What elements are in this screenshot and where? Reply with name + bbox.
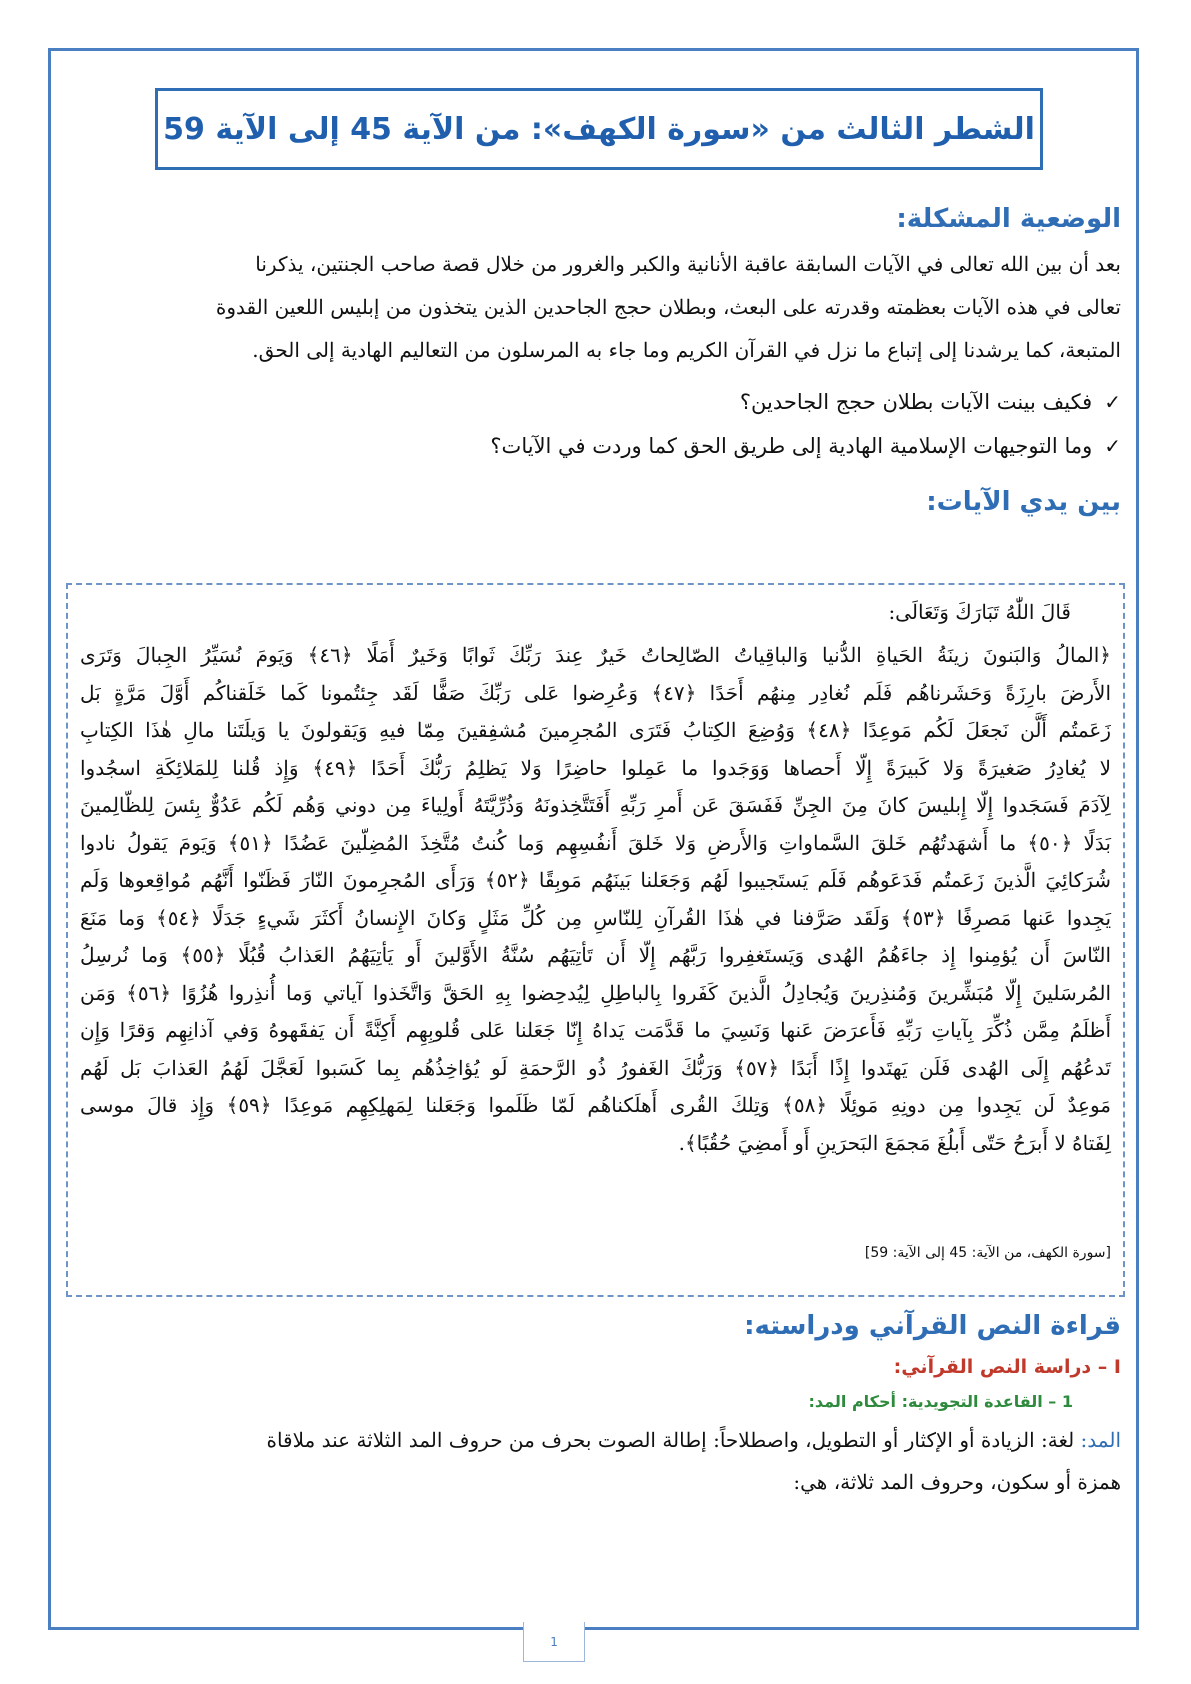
verse-line: يَجِدوا عَنها مَصرِفًا ﴿٥٣﴾ وَلَقَد صَرَّفنا في هٰذَا القُرآنِ لِلنّاسِ مِن كُلِّ مَثَلٍ وَكانَ الإِنسانُ أَكثَرَ شَيءٍ جَدَلًا ﴿٥٤﴾ وَما مَنَعَ xyxy=(80,905,1112,930)
madd-definition-text: لغة: الزيادة أو الإكثار أو التطويل، واصطلاحاً: إطالة الصوت بحرف من حروف المد الثلاثة عند ملاقاة xyxy=(266,1428,1081,1452)
verse-line: زَعَمتُم أَلَّن نَجعَلَ لَكُم مَوعِدًا ﴿٤٨﴾ وَوُضِعَ الكِتابُ فَتَرَى المُجرِمينَ مُشفِقينَ مِمّا فيهِ وَيَقولونَ يا وَيلَتَنا مالِ هٰذَا الكِتابِ xyxy=(80,718,1111,742)
verse-line: لا يُغادِرُ صَغيرَةً وَلا كَبيرَةً إِلّا أَحصاها وَوَجَدوا ما عَمِلوا حاضِرًا وَلا يَظلِمُ رَبُّكَ أَحَدًا ﴿٤٩﴾ وَإِذ قُلنا لِلمَلائِكَةِ اسجُدوا xyxy=(80,755,1112,780)
verses-heading: بين يدي الآيات: xyxy=(926,487,1121,517)
paragraph-line: تعالى في هذه الآيات بعظمته وقدرته على البعث، وبطلان حجج الجاحدين الذين يتخذون من إبليس اللعين القدوة xyxy=(215,295,1121,319)
page-number: 1 xyxy=(523,1622,585,1662)
verse-line: أَظلَمُ مِمَّن ذُكِّرَ بِآياتِ رَبِّهِ فَأَعرَضَ عَنها وَنَسِيَ ما قَدَّمَت يَداهُ إِنّا جَعَلنا عَلى قُلوبِهِم أَكِنَّةً أَن يَفقَهوهُ وَفي آذانِهِم وَقرًا وَإِن xyxy=(80,1018,1112,1042)
question-item xyxy=(490,434,1121,458)
madd-definition-cont: همزة أو سكون، وحروف المد ثلاثة، هي: xyxy=(793,1470,1121,1494)
question-text: فكيف بينت الآيات بطلان حجج الجاحدين؟ xyxy=(739,390,1093,414)
title-box xyxy=(155,88,1043,170)
problem-paragraph xyxy=(70,243,1121,372)
verse-line: المُرسَلينَ إِلّا مُبَشِّرينَ وَمُنذِرينَ وَيُجادِلُ الَّذينَ كَفَروا بِالباطِلِ لِيُدحِضوا بِهِ الحَقَّ وَاتَّخَذوا آياتي وَما أُنذِروا هُزُوًا ﴿٥٦﴾ وَمَن xyxy=(80,980,1112,1005)
madd-term: المد: xyxy=(1080,1428,1121,1452)
verse-line: تَدعُهُم إِلَى الهُدى فَلَن يَهتَدوا إِذًا أَبَدًا ﴿٥٧﴾ وَرَبُّكَ الغَفورُ ذُو الرَّحمَةِ لَو يُؤاخِذُهُم بِما كَسَبوا لَعَجَّلَ لَهُمُ العَذابَ بَل لَهُم xyxy=(80,1055,1111,1080)
check-icon: ✓ xyxy=(1104,434,1121,458)
page-title: الشطر الثالث من «سورة الكهف»: من الآية 45 إلى الآية 59 xyxy=(163,111,1035,147)
question-text: وما التوجيهات الإسلامية الهادية إلى طريق الحق كما وردت في الآيات؟ xyxy=(490,434,1093,458)
paragraph-line: بعد أن بين الله تعالى في الآيات السابقة عاقبة الأنانية والكبر والغرور من خلال قصة صاحب الجنتين، يذكرنا xyxy=(255,252,1121,276)
verse-line: شُرَكائِيَ الَّذينَ زَعَمتُم فَدَعَوهُم فَلَم يَستَجيبوا لَهُم وَجَعَلنا بَينَهُم مَوبِقًا ﴿٥٢﴾ وَرَأَى المُجرِمونَ النّارَ فَظَنّوا أَنَّهُم مُواقِعوها وَلَم xyxy=(80,868,1111,892)
problem-heading: الوضعية المشكلة: xyxy=(896,204,1121,234)
madd-definition xyxy=(70,1420,1121,1460)
verse-line: لِآدَمَ فَسَجَدوا إِلّا إِبليسَ كانَ مِنَ الجِنِّ فَفَسَقَ عَن أَمرِ رَبِّهِ أَفَتَتَّخِذونَهُ وَذُرِّيَّتَهُ أَولِياءَ مِن دوني وَهُم لَكُم عَدُوٌّ بِئسَ لِلظّالِمينَ xyxy=(80,793,1111,817)
verse-line: بَدَلًا ﴿٥٠﴾ ما أَشهَدتُهُم خَلقَ السَّماواتِ وَالأَرضِ وَلا خَلقَ أَنفُسِهِم وَما كُنتُ مُتَّخِذَ المُضِلّينَ عَضُدًا ﴿٥١﴾ وَيَومَ يَقولُ نادوا xyxy=(80,830,1111,855)
study-subheading: I – دراسة النص القرآني: xyxy=(893,1356,1121,1378)
verse-line: مَوعِدٌ لَن يَجِدوا مِن دونِهِ مَوئِلًا ﴿٥٨﴾ وَتِلكَ القُرى أَهلَكناهُم لَمّا ظَلَموا وَجَعَلنا لِمَهلِكِهِم مَوعِدًا ﴿٥٩﴾ وَإِذ قالَ موسى xyxy=(80,1093,1111,1117)
verse-line: ﴿المالُ وَالبَنونَ زينَةُ الحَياةِ الدُّنيا وَالباقِياتُ الصّالِحاتُ خَيرٌ عِندَ رَبِّكَ ثَوابًا وَخَيرٌ أَمَلًا ﴿٤٦﴾ وَيَومَ نُسَيِّرُ الجِبالَ وَتَرَى xyxy=(80,643,1111,667)
question-item xyxy=(740,390,1121,414)
verse-intro: قَالَ اللّٰهُ تَبَارَكَ وَتَعَالَى: xyxy=(888,600,1071,624)
verse-lines xyxy=(80,637,1111,1162)
check-icon: ✓ xyxy=(1104,390,1121,414)
verse-line: لِفَتاهُ لا أَبرَحُ حَتّى أَبلُغَ مَجمَعَ البَحرَينِ أَو أَمضِيَ حُقُبًا﴾. xyxy=(678,1130,1111,1155)
tajweed-subheading: 1 – القاعدة التجويدية: أحكام المد: xyxy=(808,1392,1073,1411)
verse-source: [سورة الكهف، من الآية: 45 إلى الآية: 59] xyxy=(864,1245,1111,1261)
study-heading: قراءة النص القرآني ودراسته: xyxy=(744,1311,1121,1341)
paragraph-line: المتبعة، كما يرشدنا إلى إتباع ما نزل في القرآن الكريم وما جاء به المرسلون من التعاليم الهادية إلى الحق. xyxy=(252,338,1121,362)
verse-line: الأَرضَ بارِزَةً وَحَشَرناهُم فَلَم نُغادِر مِنهُم أَحَدًا ﴿٤٧﴾ وَعُرِضوا عَلى رَبِّكَ صَفًّا لَقَد جِئتُمونا كَما خَلَقناكُم أَوَّلَ مَرَّةٍ بَل xyxy=(80,680,1111,705)
verse-line: النّاسَ أَن يُؤمِنوا إِذ جاءَهُمُ الهُدى وَيَستَغفِروا رَبَّهُم إِلّا أَن تَأتِيَهُم سُنَّةُ الأَوَّلينَ أَو يَأتِيَهُمُ العَذابُ قُبُلًا ﴿٥٥﴾ وَما نُرسِلُ xyxy=(80,943,1112,967)
